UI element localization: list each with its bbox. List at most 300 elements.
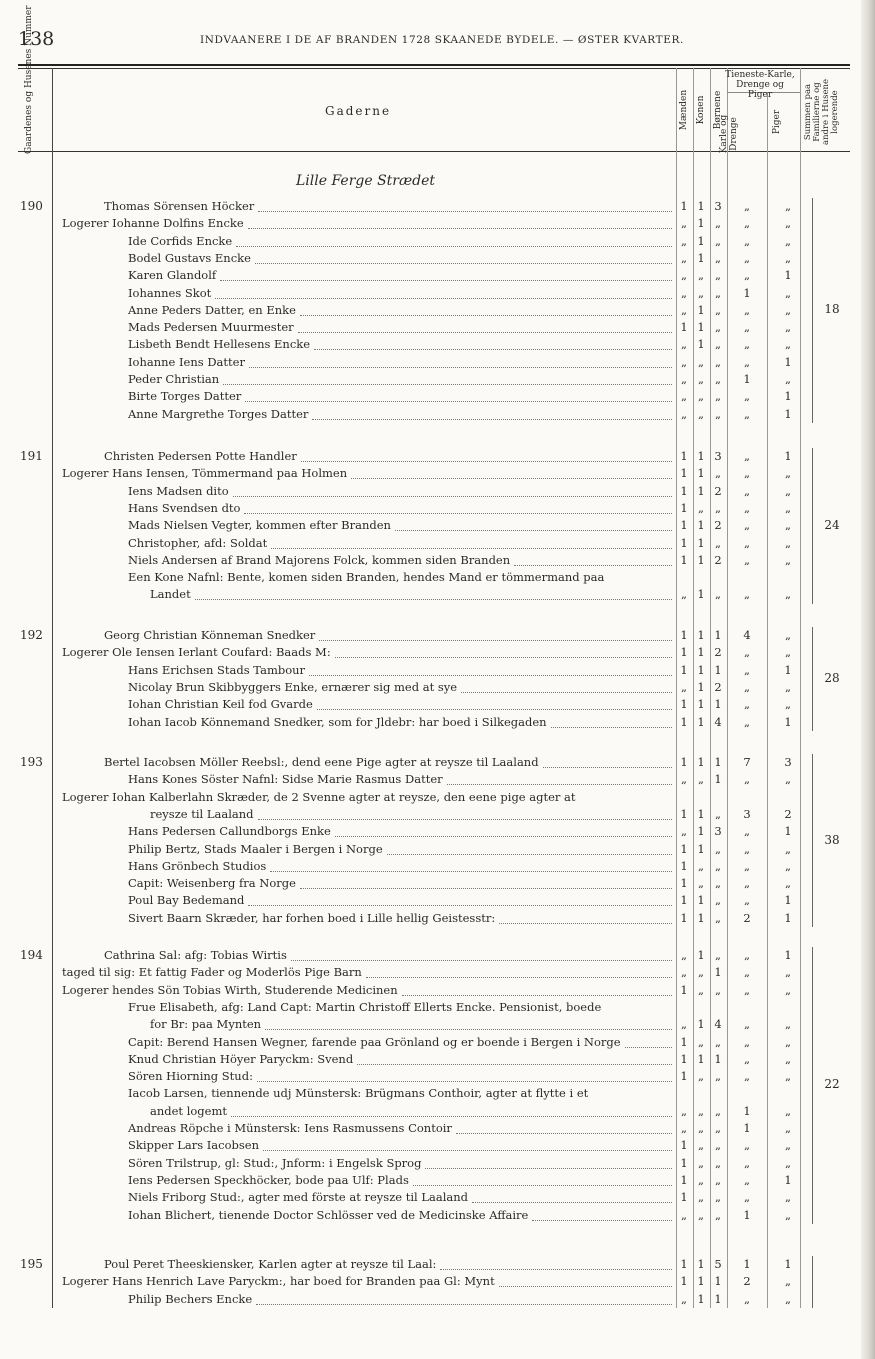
count-cell: „ <box>785 587 791 602</box>
count-cell: „ <box>744 535 750 550</box>
count-cell: 1 <box>697 697 705 712</box>
count-cell: 1 <box>714 1291 722 1306</box>
count-cell: „ <box>715 841 721 856</box>
count-cell: 1 <box>714 965 722 980</box>
count-cell: 3 <box>784 755 792 769</box>
count-cell: „ <box>785 1103 791 1118</box>
count-cell: 1 <box>697 910 705 925</box>
leader-dots <box>456 1133 672 1134</box>
count-cell: „ <box>715 302 721 317</box>
count-cell: „ <box>698 1138 704 1153</box>
leader-dots <box>215 298 672 299</box>
count-cell: „ <box>744 982 750 997</box>
count-cell: „ <box>744 1017 750 1032</box>
count-cell: „ <box>698 858 704 873</box>
count-cell: „ <box>715 216 721 231</box>
count-cell: „ <box>698 372 704 386</box>
count-cell: 1 <box>680 552 688 567</box>
house-number: 194 <box>20 948 43 962</box>
leader-dots <box>499 923 672 924</box>
leader-dots <box>351 478 672 479</box>
entry-text: Poul Peret Theeskiensker, Karlen agter at reysze til Laal: <box>104 1257 437 1271</box>
leader-dots <box>248 905 672 906</box>
count-cell: „ <box>681 302 687 317</box>
count-cell: „ <box>785 233 791 248</box>
count-cell: 1 <box>680 982 688 997</box>
count-cell: „ <box>681 337 687 352</box>
leader-dots <box>402 995 672 996</box>
count-cell: „ <box>715 320 721 335</box>
leader-dots <box>425 1168 672 1169</box>
entry-text: Ide Corfids Encke <box>128 233 233 248</box>
house-number: 195 <box>20 1257 43 1271</box>
entry-text: Iens Pedersen Speckhöcker, bode paa Ulf: Plads <box>128 1172 409 1187</box>
count-cell: „ <box>715 1103 721 1118</box>
entry-text: Iohannes Skot <box>128 285 212 300</box>
count-cell: „ <box>744 858 750 873</box>
entry-text: Iohan Iacob Könnemand Snedker, som for Jldebr: har boed i Silkegaden <box>128 714 547 729</box>
count-cell: „ <box>785 1069 791 1084</box>
count-cell: 1 <box>784 893 792 908</box>
count-cell: „ <box>785 216 791 231</box>
count-cell: 4 <box>743 628 751 642</box>
col-rule-6 <box>800 68 801 1308</box>
count-cell: 2 <box>743 1274 751 1289</box>
count-cell: 1 <box>714 755 722 769</box>
count-cell: „ <box>785 302 791 317</box>
count-cell: „ <box>681 1207 687 1222</box>
count-cell: 1 <box>680 483 688 498</box>
leader-dots <box>543 767 672 768</box>
entry-text: Niels Andersen af Brand Majorens Folck, kommen siden Branden <box>128 552 511 567</box>
count-cell: 1 <box>697 893 705 908</box>
count-cell: 1 <box>680 858 688 873</box>
count-cell: „ <box>744 216 750 231</box>
count-cell: 1 <box>680 1172 688 1187</box>
count-cell: „ <box>681 233 687 248</box>
count-cell: 2 <box>714 679 722 694</box>
count-cell: „ <box>744 948 750 962</box>
col-header-sum: Summen paa Familierne og andre i Husene logerende <box>803 79 840 145</box>
count-cell: 1 <box>680 535 688 550</box>
count-cell: „ <box>744 268 750 283</box>
count-cell: „ <box>744 1034 750 1049</box>
count-cell: „ <box>715 535 721 550</box>
leader-dots <box>317 709 672 710</box>
count-cell: 1 <box>697 1257 705 1271</box>
count-cell: 1 <box>697 449 705 463</box>
col-rule-number <box>52 68 53 1308</box>
entry-text: Iacob Larsen, tiennende udj Münstersk: Brügmans Conthoir, agter at flytte i et <box>128 1086 589 1101</box>
leader-dots <box>271 548 672 549</box>
count-cell: „ <box>681 268 687 283</box>
count-cell: 1 <box>680 449 688 463</box>
count-cell: „ <box>698 1207 704 1222</box>
count-cell: 1 <box>784 948 792 962</box>
entry-text: Frue Elisabeth, afg: Land Capt: Martin Christoff Ellerts Encke. Pensionist, boede <box>128 999 602 1014</box>
count-cell: 1 <box>697 552 705 567</box>
count-cell: „ <box>744 389 750 404</box>
count-cell: „ <box>715 1034 721 1049</box>
count-cell: 1 <box>680 320 688 335</box>
count-cell: „ <box>744 199 750 213</box>
count-cell: „ <box>698 965 704 980</box>
household-total: 28 <box>824 670 840 685</box>
count-cell: 2 <box>714 552 722 567</box>
entry-text: Hans Erichsen Stads Tambour <box>128 662 306 677</box>
entry-text: Mads Nielsen Vegter, kommen efter Branden <box>128 518 391 533</box>
col-header-maend: Mænden <box>679 89 689 131</box>
leader-dots <box>357 1064 672 1065</box>
count-cell: 1 <box>697 714 705 729</box>
entry-text: Capit: Berend Hansen Wegner, farende paa Grönland og er boende i Bergen i Norge <box>128 1034 621 1049</box>
page-number: 138 <box>18 28 55 50</box>
entry-text: Peder Christian <box>128 372 220 386</box>
count-cell: „ <box>715 876 721 891</box>
count-cell: „ <box>744 893 750 908</box>
count-cell: „ <box>715 1172 721 1187</box>
page-edge-shadow <box>861 0 875 1359</box>
leader-dots <box>265 1029 672 1030</box>
count-cell: „ <box>715 466 721 481</box>
count-cell: „ <box>744 697 750 712</box>
count-cell: 1 <box>680 910 688 925</box>
count-cell: „ <box>744 337 750 352</box>
leader-dots <box>249 367 672 368</box>
count-cell: 1 <box>697 233 705 248</box>
count-cell: „ <box>744 466 750 481</box>
count-cell: 1 <box>697 679 705 694</box>
count-cell: „ <box>715 910 721 925</box>
count-cell: „ <box>744 233 750 248</box>
count-cell: 1 <box>697 216 705 231</box>
entry-text: Hans Kones Söster Nafnl: Sidse Marie Rasmus Datter <box>128 772 443 787</box>
count-cell: 1 <box>680 714 688 729</box>
entry-text: Hans Pedersen Callundborgs Enke <box>128 824 331 839</box>
col-header-numbers: Gaardenes og Husenes Nummer <box>24 5 34 154</box>
count-cell: „ <box>715 500 721 515</box>
count-cell: 1 <box>697 466 705 481</box>
count-cell: 1 <box>680 500 688 515</box>
count-cell: 1 <box>784 714 792 729</box>
count-cell: „ <box>744 483 750 498</box>
count-cell: 1 <box>743 372 751 386</box>
count-cell: „ <box>681 587 687 602</box>
count-cell: „ <box>698 1155 704 1170</box>
count-cell: 1 <box>743 1103 751 1118</box>
count-cell: „ <box>785 199 791 213</box>
count-cell: „ <box>744 250 750 265</box>
count-cell: „ <box>785 1274 791 1289</box>
count-cell: „ <box>698 1172 704 1187</box>
count-cell: 1 <box>697 1274 705 1289</box>
household-bracket <box>812 1256 819 1308</box>
house-number: 190 <box>20 199 43 213</box>
entry-text: Een Kone Nafnl: Bente, komen siden Branden, hendes Mand er tömmermand paa <box>128 570 605 585</box>
house-number: 193 <box>20 755 43 769</box>
entry-text: Lisbeth Bendt Hellesens Encke <box>128 337 311 352</box>
count-cell: 1 <box>743 1257 751 1271</box>
count-cell: „ <box>698 389 704 404</box>
count-cell: 1 <box>784 824 792 839</box>
entry-text: Poul Bay Bedemand <box>128 893 245 908</box>
count-cell: „ <box>785 679 791 694</box>
count-cell: 4 <box>714 1017 722 1032</box>
count-cell: „ <box>744 824 750 839</box>
count-cell: „ <box>744 320 750 335</box>
leader-dots <box>625 1047 672 1048</box>
count-cell: 1 <box>714 1274 722 1289</box>
count-cell: 1 <box>697 337 705 352</box>
count-cell: „ <box>744 679 750 694</box>
count-cell: „ <box>715 233 721 248</box>
count-cell: 1 <box>697 806 705 821</box>
count-cell: 1 <box>680 1155 688 1170</box>
col-header-koner: Konen <box>696 95 706 125</box>
count-cell: 1 <box>697 841 705 856</box>
count-cell: „ <box>698 406 704 421</box>
count-cell: „ <box>681 679 687 694</box>
count-cell: „ <box>785 466 791 481</box>
count-cell: 2 <box>743 910 751 925</box>
leader-dots <box>255 263 672 264</box>
leader-dots <box>335 836 672 837</box>
count-cell: „ <box>744 518 750 533</box>
count-cell: „ <box>715 806 721 821</box>
count-cell: „ <box>785 285 791 300</box>
count-cell: „ <box>785 337 791 352</box>
entry-text: Anne Margrethe Torges Datter <box>128 406 309 421</box>
count-cell: 1 <box>680 1257 688 1271</box>
leader-dots <box>532 1220 672 1221</box>
count-cell: „ <box>715 250 721 265</box>
col-header-born: Børnene <box>713 90 723 130</box>
count-cell: „ <box>715 893 721 908</box>
street-heading: Lille Ferge Strædet <box>296 173 436 189</box>
entry-text: andet logemt <box>150 1103 228 1118</box>
count-cell: 1 <box>784 354 792 369</box>
count-cell: „ <box>698 1103 704 1118</box>
leader-dots <box>447 784 672 785</box>
count-cell: „ <box>785 500 791 515</box>
count-cell: 1 <box>784 268 792 283</box>
leader-dots <box>258 211 672 212</box>
count-cell: 1 <box>697 320 705 335</box>
count-cell: 1 <box>784 1172 792 1187</box>
count-cell: 1 <box>680 662 688 677</box>
col-header-tieneste: Tieneste-Karle, Drenge og Piger <box>725 70 795 100</box>
count-cell: 1 <box>784 406 792 421</box>
household-total: 24 <box>824 517 840 532</box>
count-cell: „ <box>785 1138 791 1153</box>
count-cell: „ <box>715 354 721 369</box>
entry-text: Logerer Ole Iensen Ierlant Coufard: Baads M: <box>62 645 331 660</box>
leader-dots <box>248 228 672 229</box>
count-cell: 1 <box>714 628 722 642</box>
household-total: 22 <box>824 1077 840 1092</box>
leader-dots <box>223 384 672 385</box>
count-cell: 1 <box>784 662 792 677</box>
count-cell: „ <box>744 1051 750 1066</box>
count-cell: 1 <box>680 1138 688 1153</box>
count-cell: 1 <box>697 628 705 642</box>
count-cell: „ <box>681 354 687 369</box>
entry-text: Capit: Weisenberg fra Norge <box>128 876 296 891</box>
count-cell: „ <box>715 1155 721 1170</box>
count-cell: 1 <box>680 645 688 660</box>
entry-text: Hans Grönbech Studios <box>128 858 267 873</box>
leader-dots <box>195 599 672 600</box>
entry-text: Bertel Iacobsen Möller Reebsl:, dend eene Pige agter at reysze til Laaland <box>104 755 539 769</box>
count-cell: „ <box>715 406 721 421</box>
count-cell: „ <box>785 858 791 873</box>
count-cell: „ <box>681 824 687 839</box>
entry-text: Mads Pedersen Muurmester <box>128 320 294 335</box>
count-cell: 1 <box>697 535 705 550</box>
leader-dots <box>258 819 672 820</box>
count-cell: 1 <box>680 199 688 213</box>
leader-dots <box>461 692 672 693</box>
count-cell: „ <box>698 285 704 300</box>
count-cell: 1 <box>680 1034 688 1049</box>
leader-dots <box>298 332 672 333</box>
leader-dots <box>395 530 672 531</box>
count-cell: 1 <box>680 755 688 769</box>
count-cell: „ <box>698 1034 704 1049</box>
count-cell: „ <box>744 841 750 856</box>
count-cell: 1 <box>697 755 705 769</box>
count-cell: „ <box>744 552 750 567</box>
entry-text: Philip Bechers Encke <box>128 1291 253 1306</box>
leader-dots <box>263 1150 672 1151</box>
count-cell: 1 <box>714 697 722 712</box>
count-cell: „ <box>785 518 791 533</box>
leader-dots <box>440 1269 672 1270</box>
count-cell: „ <box>744 1069 750 1084</box>
count-cell: „ <box>785 535 791 550</box>
leader-dots <box>231 1116 672 1117</box>
entry-text: Iohan Christian Keil fod Gvarde <box>128 697 313 712</box>
leader-dots <box>514 565 672 566</box>
count-cell: „ <box>744 772 750 787</box>
count-cell: „ <box>698 1190 704 1205</box>
entry-text: Birte Torges Datter <box>128 389 242 404</box>
col-header-streets: Gaderne <box>325 104 392 118</box>
count-cell: „ <box>785 320 791 335</box>
leader-dots <box>236 246 672 247</box>
count-cell: „ <box>715 948 721 962</box>
count-cell: „ <box>785 1121 791 1135</box>
entry-text: Sören Hiorning Stud: <box>128 1069 253 1084</box>
leader-dots <box>244 513 672 514</box>
count-cell: „ <box>785 1190 791 1205</box>
entry-text: Sören Trilstrup, gl: Stud:, Jnform: i Engelsk Sprog <box>128 1155 422 1170</box>
count-cell: 1 <box>714 772 722 787</box>
count-cell: 1 <box>784 449 792 463</box>
count-cell: 4 <box>714 714 722 729</box>
entry-text: Sivert Baarn Skræder, har forhen boed i Lille hellig Geistesstr: <box>128 910 496 925</box>
count-cell: 1 <box>697 948 705 962</box>
count-cell: „ <box>785 1017 791 1032</box>
entry-text: Knud Christian Höyer Paryckm: Svend <box>128 1051 354 1066</box>
count-cell: „ <box>744 1172 750 1187</box>
count-cell: 1 <box>784 389 792 404</box>
count-cell: 1 <box>697 199 705 213</box>
count-cell: „ <box>698 354 704 369</box>
count-cell: „ <box>785 372 791 386</box>
count-cell: „ <box>744 406 750 421</box>
entry-text: Nicolay Brun Skibbyggers Enke, ernærer sig med at sye <box>128 679 458 694</box>
count-cell: 1 <box>680 1069 688 1084</box>
entry-text: Bodel Gustavs Encke <box>128 250 251 265</box>
entry-text: Philip Bertz, Stads Maaler i Bergen i Norge <box>128 841 383 856</box>
leader-dots <box>245 401 672 402</box>
count-cell: „ <box>698 1121 704 1135</box>
count-cell: „ <box>698 268 704 283</box>
leader-dots <box>413 1185 672 1186</box>
count-cell: 1 <box>743 1207 751 1222</box>
leader-dots <box>256 1304 672 1305</box>
count-cell: „ <box>715 1207 721 1222</box>
count-cell: 2 <box>714 518 722 533</box>
count-cell: „ <box>715 1138 721 1153</box>
count-cell: 1 <box>784 910 792 925</box>
entry-text: Christen Pedersen Potte Handler <box>104 449 297 463</box>
count-cell: 7 <box>743 755 751 769</box>
count-cell: 1 <box>697 483 705 498</box>
count-cell: „ <box>785 841 791 856</box>
count-cell: „ <box>698 1069 704 1084</box>
count-cell: 2 <box>714 645 722 660</box>
count-cell: „ <box>785 965 791 980</box>
count-cell: 1 <box>680 806 688 821</box>
leader-dots <box>312 419 672 420</box>
entry-text: Landet <box>150 587 191 602</box>
count-cell: „ <box>681 389 687 404</box>
count-cell: 1 <box>680 893 688 908</box>
count-cell: 3 <box>743 806 751 821</box>
count-cell: „ <box>744 714 750 729</box>
count-cell: 1 <box>697 1291 705 1306</box>
count-cell: „ <box>681 1103 687 1118</box>
count-cell: „ <box>785 1207 791 1222</box>
count-cell: „ <box>681 772 687 787</box>
count-cell: „ <box>744 1155 750 1170</box>
count-cell: „ <box>744 302 750 317</box>
leader-dots <box>257 1081 672 1082</box>
entry-text: Logerer Hans Henrich Lave Paryckm:, har boed for Branden paa Gl: Mynt <box>62 1274 495 1289</box>
col-header-karle: Karle og Drenge <box>719 114 739 154</box>
count-cell: „ <box>785 982 791 997</box>
count-cell: 2 <box>784 806 792 821</box>
count-cell: „ <box>681 216 687 231</box>
entry-text: Niels Friborg Stud:, agter med förste at reysze til Laaland <box>128 1190 469 1205</box>
count-cell: 1 <box>680 628 688 642</box>
entry-text: Andreas Röpche i Münstersk: Iens Rasmussens Contoir <box>128 1121 452 1135</box>
count-cell: „ <box>681 285 687 300</box>
count-cell: „ <box>744 876 750 891</box>
count-cell: 1 <box>697 518 705 533</box>
count-cell: 1 <box>697 587 705 602</box>
count-cell: 2 <box>714 483 722 498</box>
count-cell: 1 <box>697 1017 705 1032</box>
entry-text: Georg Christian Könneman Snedker <box>104 628 316 642</box>
leader-dots <box>220 280 672 281</box>
top-rule-thin <box>18 68 850 69</box>
count-cell: 1 <box>743 285 751 300</box>
leader-dots <box>472 1202 672 1203</box>
count-cell: 1 <box>680 1274 688 1289</box>
